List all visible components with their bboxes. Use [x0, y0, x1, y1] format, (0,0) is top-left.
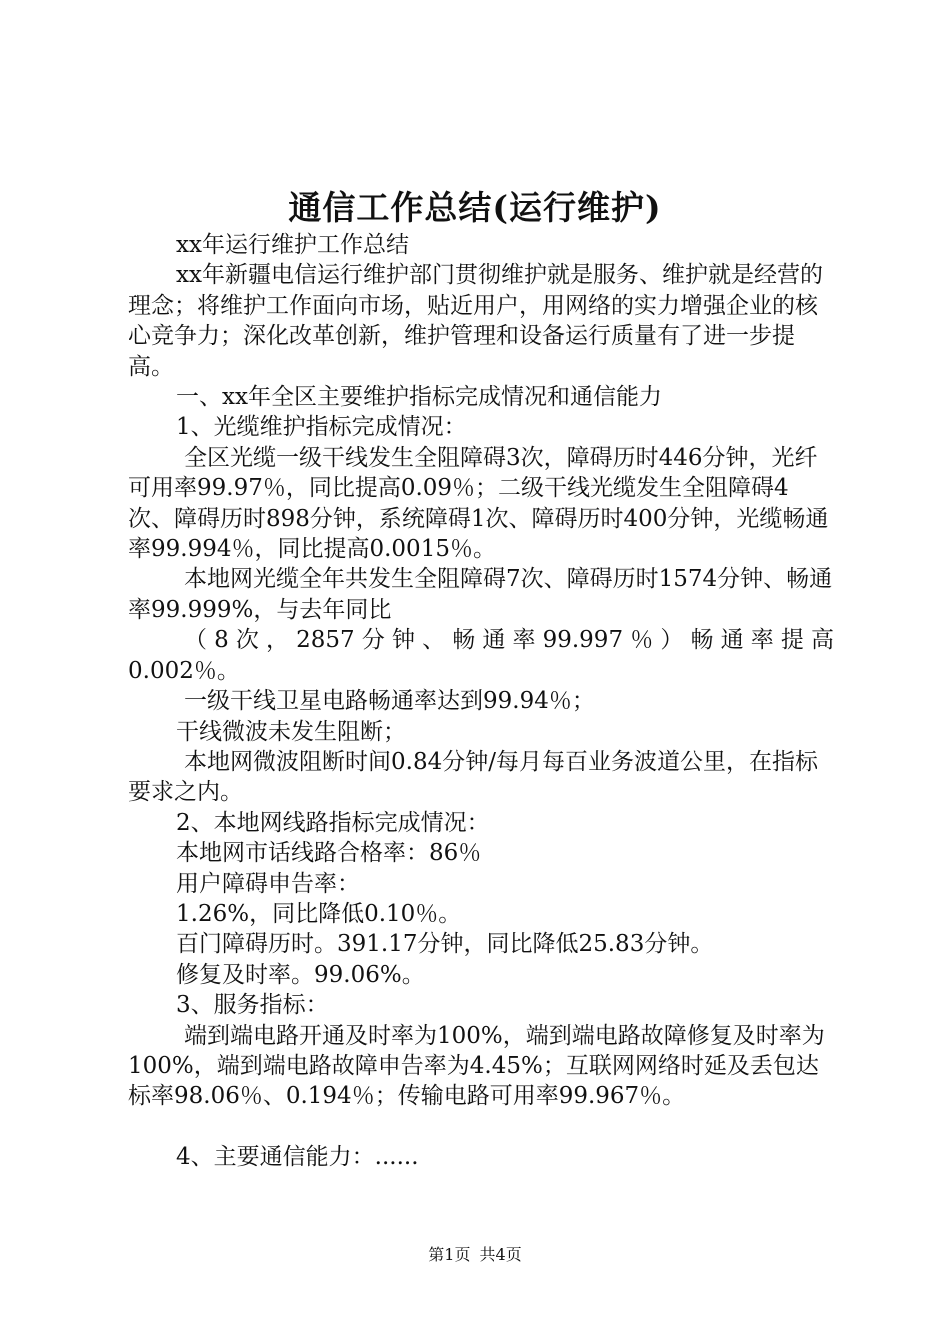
paragraph-fault-report-value: 1.26%，同比降低0.10％。: [176, 900, 462, 927]
paragraph-local-fiber-compare: （8次，2857分钟、畅通率99.997％）畅通率提高: [184, 627, 834, 654]
section-heading-1: 一、xx年全区主要维护指标完成情况和通信能力: [176, 384, 662, 411]
document-body: [128, 230, 834, 1172]
subsection-heading-4: 4、主要通信能力：......: [176, 1143, 419, 1170]
subsection-heading-1: 1、光缆维护指标完成情况：: [176, 414, 467, 441]
paragraph-service-metrics: 端到端电路开通及时率为100%，端到端电路故障修复及时率为100%，端到端电路故障申告率为4.45%；互联网网络时延及丢包达标率98.06％、0.194％；传输电路可用率99.967％。: [128, 1022, 825, 1110]
paragraph-local-fiber: 本地网光缆全年共发生全阻障碍7次、障碍历时1574分钟、畅通率99.999%，与去年同比: [128, 566, 833, 623]
subsection-heading-3: 3、服务指标：: [176, 992, 329, 1019]
paragraph-line-qualified: 本地网市话线路合格率：86％: [176, 840, 482, 867]
subsection-heading-2: 2、本地网线路指标完成情况：: [176, 809, 490, 836]
page-number: 第1页: [428, 1245, 471, 1264]
page-total: 共4页: [479, 1245, 522, 1264]
paragraph-fault-report-label: 用户障碍申告率：: [176, 870, 360, 897]
paragraph-local-microwave: 本地网微波阻断时间0.84分钟/每月每百业务波道公里，在指标要求之内。: [128, 748, 818, 806]
paragraph-local-fiber-result: 0.002％。: [128, 657, 240, 684]
paragraph-spacer: [128, 1112, 834, 1142]
paragraph-microwave-trunk: 干线微波未发生阻断；: [176, 718, 406, 745]
document-title: 通信工作总结(运行维护): [288, 188, 662, 227]
paragraph-satellite: 一级干线卫星电路畅通率达到99.94％；: [184, 688, 595, 715]
paragraph-subtitle: xx年运行维护工作总结: [176, 232, 409, 258]
paragraph-fault-duration: 百门障碍历时。391.17分钟，同比降低25.83分钟。: [176, 931, 714, 958]
page-footer: [0, 1244, 950, 1266]
paragraph-repair-rate: 修复及时率。99.06%。: [176, 961, 425, 988]
paragraph-fiber-trunk: 全区光缆一级干线发生全阻障碍3次，障碍历时446分钟，光纤可用率99.97％，同比提高0.09％；二级干线光缆发生全阻障碍4次、障碍历时898分钟，系统障碍1次、障碍历时400分钟，光缆畅通率99.994％，同比提高0.0015％。: [128, 444, 829, 563]
paragraph-intro: xx年新疆电信运行维护部门贯彻维护就是服务、维护就是经营的理念；将维护工作面向市场，贴近用户，用网络的实力增强企业的核心竞争力；深化改革创新，维护管理和设备运行质量有了进一步提高。: [128, 262, 823, 380]
